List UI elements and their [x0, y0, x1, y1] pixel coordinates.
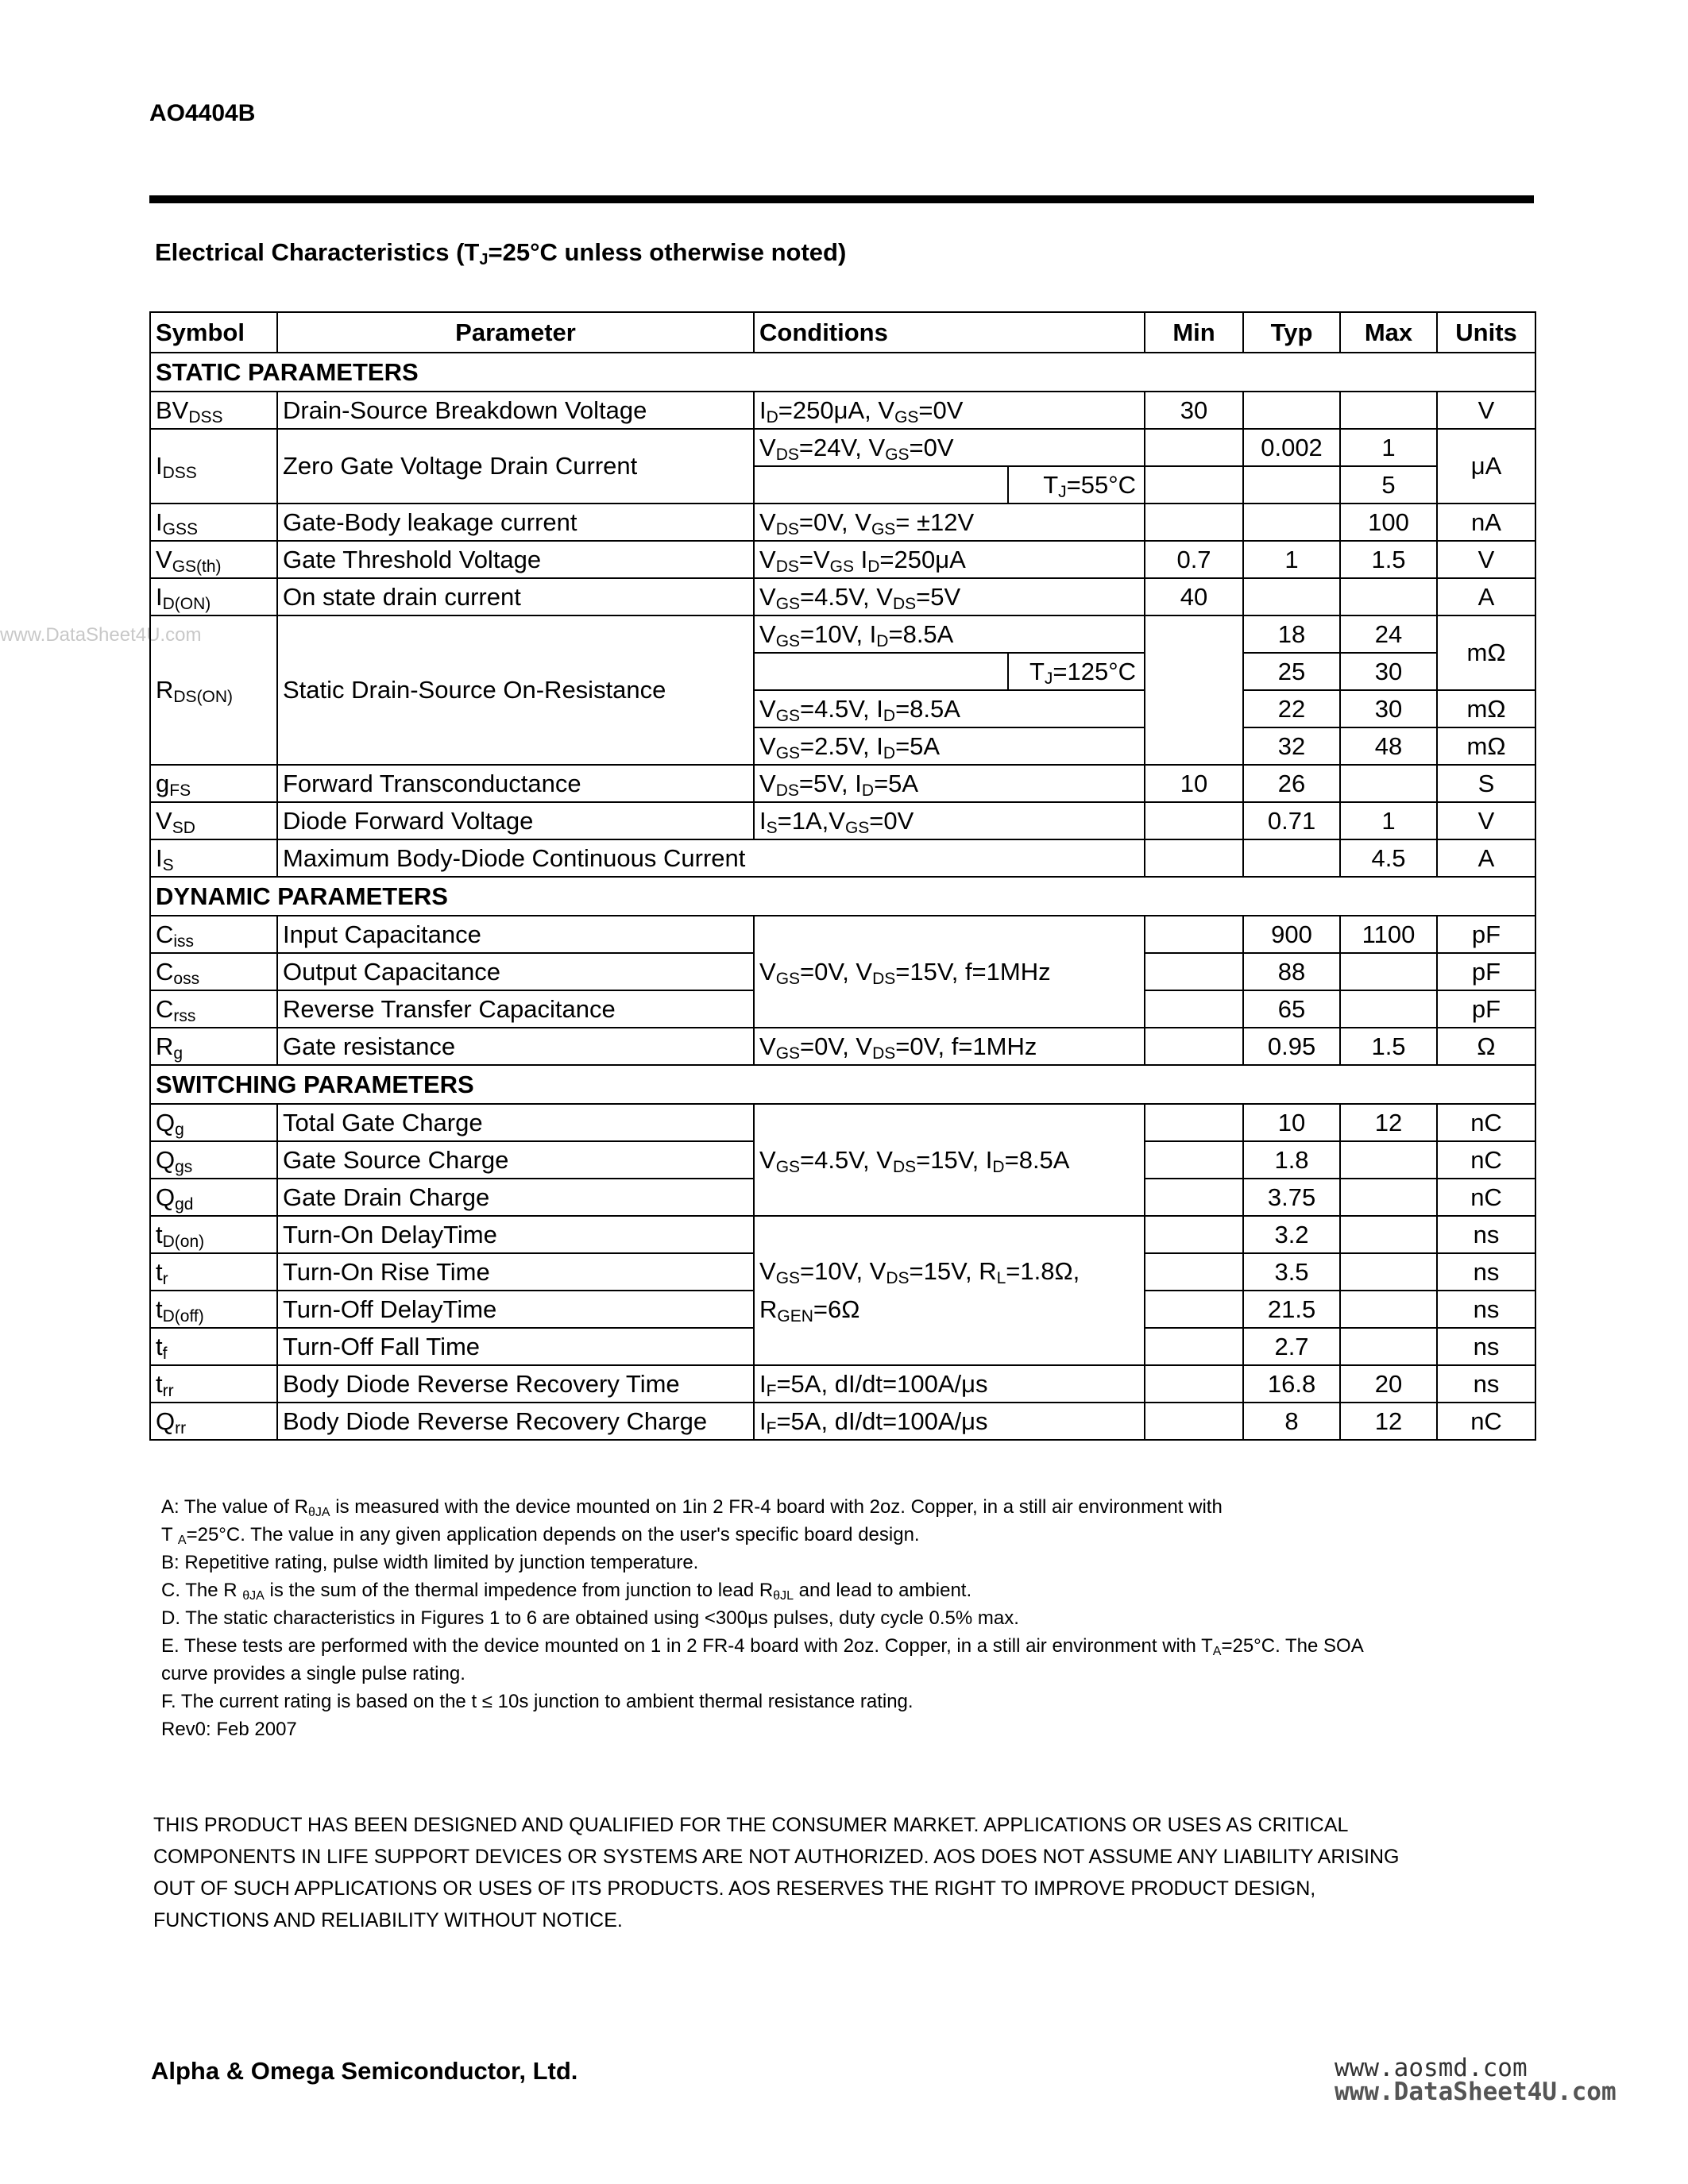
unit-cell: S	[1437, 765, 1535, 802]
max-cell	[1340, 1291, 1437, 1328]
symbol-cell: $I_{D(ON)}$	[150, 578, 277, 615]
note-e-cont: curve provides a single pulse rating.	[161, 1663, 465, 1684]
table-row	[150, 765, 1535, 802]
unit-cell: Ω	[1437, 1028, 1535, 1065]
min-cell	[1145, 504, 1243, 541]
max-cell: 1	[1340, 802, 1437, 839]
table-row	[150, 615, 1535, 653]
typ-cell: 900	[1243, 916, 1340, 953]
header-rule	[149, 195, 1534, 203]
min-cell	[1145, 1328, 1243, 1365]
table-header-row	[150, 312, 1535, 353]
max-cell: 1.5	[1340, 541, 1437, 578]
max-cell	[1340, 1141, 1437, 1179]
unit-cell: ns	[1437, 1216, 1535, 1253]
unit-cell: ns	[1437, 1328, 1535, 1365]
unit-cell: μA	[1437, 429, 1535, 504]
unit-cell: ns	[1437, 1365, 1535, 1403]
parameter-cell: On state drain current	[277, 578, 754, 615]
footnotes	[161, 1493, 1528, 1743]
parameter-cell: Total Gate Charge	[277, 1104, 754, 1141]
typ-cell: 1.8	[1243, 1141, 1340, 1179]
typ-cell	[1243, 504, 1340, 541]
unit-cell: V	[1437, 392, 1535, 429]
min-cell	[1145, 990, 1243, 1028]
note-c: C. The R $_{\theta JA}$ is the sum of the thermal impedence from junction to lead $R_{\theta JL}$ and lead to ambient.	[161, 1580, 972, 1603]
max-cell	[1340, 392, 1437, 429]
typ-cell: 18	[1243, 615, 1340, 653]
min-cell	[1145, 1365, 1243, 1403]
company-name: Alpha & Omega Semiconductor, Ltd.	[151, 2057, 578, 2085]
watermark-left: www.DataSheet4U.com	[0, 624, 202, 646]
min-cell	[1145, 615, 1243, 765]
symbol-cell: $Q_{gs}$	[150, 1141, 277, 1179]
parameter-cell: Turn-On DelayTime	[277, 1216, 754, 1253]
note-a: A: The value of $R_{\theta JA}$ is measured with the device mounted on 1in 2 FR-4 board with 2oz. Copper, in a still air environment with	[161, 1496, 1223, 1519]
table-row	[150, 1216, 1535, 1253]
typ-cell	[1243, 392, 1340, 429]
min-cell	[1145, 916, 1243, 953]
unit-cell: mΩ	[1437, 727, 1535, 765]
max-cell: 24	[1340, 615, 1437, 653]
disclaimer-line: THIS PRODUCT HAS BEEN DESIGNED AND QUALIFIED FOR THE CONSUMER MARKET. APPLICATIONS OR USES AS CRITICAL	[153, 1814, 1349, 1836]
parameter-cell: Input Capacitance	[277, 916, 754, 953]
unit-cell: pF	[1437, 953, 1535, 990]
revision: Rev0: Feb 2007	[161, 1719, 297, 1740]
max-cell	[1340, 578, 1437, 615]
watermark-right: www.DataSheet4U.com	[1335, 2078, 1617, 2106]
condition-cell: $I_F=5A$, dI/dt=100A/μs	[754, 1365, 1145, 1403]
typ-cell	[1243, 839, 1340, 877]
min-cell	[1145, 466, 1243, 504]
unit-cell: nC	[1437, 1104, 1535, 1141]
condition-cell: $V_{DS}=0V$, $V_{GS}= \pm 12V$	[754, 504, 1145, 541]
symbol-cell: $BV_{DSS}$	[150, 392, 277, 429]
table-row	[150, 578, 1535, 615]
condition-cell: $V_{GS}=10V$, $V_{DS}=15V$, $R_L=1.8\Omega$, $R_{GEN}=6\Omega$	[754, 1216, 1145, 1365]
table-row	[150, 1365, 1535, 1403]
unit-cell: nC	[1437, 1141, 1535, 1179]
parameter-cell: Gate resistance	[277, 1028, 754, 1065]
note-d: D. The static characteristics in Figures 1 to 6 are obtained using <300μs pulses, duty cycle 0.5% max.	[161, 1607, 1019, 1629]
max-cell: 30	[1340, 690, 1437, 727]
disclaimer-line: OUT OF SUCH APPLICATIONS OR USES OF ITS PRODUCTS. AOS RESERVES THE RIGHT TO IMPROVE PRODUCT DESIGN,	[153, 1877, 1316, 1900]
disclaimer	[153, 1809, 1551, 1936]
table-title: Electrical Characteristics ($T_J=25^\circ C$ unless otherwise noted)	[155, 238, 847, 268]
unit-cell: mΩ	[1437, 690, 1535, 727]
typ-cell	[1243, 578, 1340, 615]
min-cell	[1145, 839, 1243, 877]
condition-cell: $V_{DS}=V_{GS}$ $I_D=250\mu A$	[754, 541, 1145, 578]
col-parameter: Parameter	[277, 312, 754, 353]
symbol-cell: $I_{DSS}$	[150, 429, 277, 504]
part-number: AO4404B	[149, 100, 256, 126]
symbol-cell: $t_f$	[150, 1328, 277, 1365]
disclaimer-line: COMPONENTS IN LIFE SUPPORT DEVICES OR SYSTEMS ARE NOT AUTHORIZED. AOS DOES NOT ASSUME ANY LIABILITY ARISING	[153, 1846, 1400, 1868]
min-cell	[1145, 1253, 1243, 1291]
symbol-cell: $t_r$	[150, 1253, 277, 1291]
min-cell: 30	[1145, 392, 1243, 429]
unit-cell: pF	[1437, 916, 1535, 953]
table-row	[150, 1104, 1535, 1141]
unit-cell: A	[1437, 839, 1535, 877]
typ-cell: 25	[1243, 653, 1340, 690]
table-row	[150, 429, 1535, 466]
condition-cell: $V_{GS}=4.5V$, $V_{DS}=15V$, $I_D=8.5A$	[754, 1104, 1145, 1216]
col-units: Units	[1437, 312, 1535, 353]
symbol-cell: $R_{DS(ON)}$	[150, 615, 277, 765]
disclaimer-line: FUNCTIONS AND RELIABILITY WITHOUT NOTICE.	[153, 1909, 623, 1931]
electrical-characteristics-table	[149, 311, 1536, 1441]
unit-cell: mΩ	[1437, 615, 1535, 690]
max-cell: 4.5	[1340, 839, 1437, 877]
max-cell: 20	[1340, 1365, 1437, 1403]
condition-cell: $I_F=5A$, dI/dt=100A/μs	[754, 1403, 1145, 1440]
typ-cell: 8	[1243, 1403, 1340, 1440]
parameter-cell: Zero Gate Voltage Drain Current	[277, 429, 754, 504]
parameter-cell: Gate-Body leakage current	[277, 504, 754, 541]
table-row	[150, 1028, 1535, 1065]
col-symbol: Symbol	[150, 312, 277, 353]
max-cell: 12	[1340, 1104, 1437, 1141]
typ-cell: 10	[1243, 1104, 1340, 1141]
min-cell: 40	[1145, 578, 1243, 615]
table-row	[150, 541, 1535, 578]
unit-cell: V	[1437, 802, 1535, 839]
min-cell	[1145, 1216, 1243, 1253]
min-cell	[1145, 1179, 1243, 1216]
min-cell: 10	[1145, 765, 1243, 802]
symbol-cell: $t_{D(off)}$	[150, 1291, 277, 1328]
max-cell: 1	[1340, 429, 1437, 466]
col-min: Min	[1145, 312, 1243, 353]
typ-cell: 3.5	[1243, 1253, 1340, 1291]
typ-cell: 16.8	[1243, 1365, 1340, 1403]
parameter-cell: Maximum Body-Diode Continuous Current	[277, 839, 1145, 877]
condition-cell: $I_D=250\mu A$, $V_{GS}=0V$	[754, 392, 1145, 429]
min-cell	[1145, 1104, 1243, 1141]
typ-cell: 0.71	[1243, 802, 1340, 839]
typ-cell: 26	[1243, 765, 1340, 802]
max-cell	[1340, 765, 1437, 802]
parameter-cell: Static Drain-Source On-Resistance	[277, 615, 754, 765]
parameter-cell: Drain-Source Breakdown Voltage	[277, 392, 754, 429]
symbol-cell: $C_{oss}$	[150, 953, 277, 990]
col-typ: Typ	[1243, 312, 1340, 353]
max-cell	[1340, 953, 1437, 990]
note-e: E. These tests are performed with the device mounted on 1 in 2 FR-4 board with 2oz. Copper, in a still air environment with $T_A=25^\circ C$. The SOA	[161, 1635, 1364, 1658]
condition-cell	[754, 466, 1008, 504]
parameter-cell: Diode Forward Voltage	[277, 802, 754, 839]
symbol-cell: $Q_{gd}$	[150, 1179, 277, 1216]
unit-cell: ns	[1437, 1291, 1535, 1328]
typ-cell: 65	[1243, 990, 1340, 1028]
parameter-cell: Turn-Off DelayTime	[277, 1291, 754, 1328]
condition-cell	[754, 653, 1008, 690]
typ-cell: 2.7	[1243, 1328, 1340, 1365]
typ-cell	[1243, 466, 1340, 504]
symbol-cell: $Q_g$	[150, 1104, 277, 1141]
typ-cell: 1	[1243, 541, 1340, 578]
min-cell	[1145, 802, 1243, 839]
condition-tj-cell: $T_J=125^\circ C$	[1008, 653, 1145, 690]
parameter-cell: Reverse Transfer Capacitance	[277, 990, 754, 1028]
symbol-cell: $R_g$	[150, 1028, 277, 1065]
parameter-cell: Body Diode Reverse Recovery Charge	[277, 1403, 754, 1440]
min-cell: 0.7	[1145, 541, 1243, 578]
max-cell: 48	[1340, 727, 1437, 765]
max-cell: 5	[1340, 466, 1437, 504]
symbol-cell: $Q_{rr}$	[150, 1403, 277, 1440]
typ-cell: 22	[1243, 690, 1340, 727]
parameter-cell: Forward Transconductance	[277, 765, 754, 802]
condition-cell: $V_{GS}=10V$, $I_D=8.5A$	[754, 615, 1145, 653]
parameter-cell: Body Diode Reverse Recovery Time	[277, 1365, 754, 1403]
col-conditions: Conditions	[754, 312, 1145, 353]
col-max: Max	[1340, 312, 1437, 353]
symbol-cell: $C_{rss}$	[150, 990, 277, 1028]
min-cell	[1145, 1141, 1243, 1179]
parameter-cell: Output Capacitance	[277, 953, 754, 990]
condition-tj-cell: $T_J=55^\circ C$	[1008, 466, 1145, 504]
unit-cell: ns	[1437, 1253, 1535, 1291]
symbol-cell: $g_{FS}$	[150, 765, 277, 802]
parameter-cell: Gate Threshold Voltage	[277, 541, 754, 578]
min-cell	[1145, 953, 1243, 990]
table-row	[150, 504, 1535, 541]
condition-cell: $V_{GS}=4.5V$, $I_D=8.5A$	[754, 690, 1145, 727]
unit-cell: nA	[1437, 504, 1535, 541]
typ-cell: 0.002	[1243, 429, 1340, 466]
unit-cell: nC	[1437, 1403, 1535, 1440]
parameter-cell: Gate Source Charge	[277, 1141, 754, 1179]
min-cell	[1145, 1403, 1243, 1440]
typ-cell: 3.75	[1243, 1179, 1340, 1216]
condition-cell: $V_{GS}=4.5V$, $V_{DS}=5V$	[754, 578, 1145, 615]
typ-cell: 3.2	[1243, 1216, 1340, 1253]
max-cell	[1340, 1216, 1437, 1253]
table-row	[150, 802, 1535, 839]
condition-cell: $I_S=1A,V_{GS}=0V$	[754, 802, 1145, 839]
note-a-cont: T $_A$=25°C. The value in any given application depends on the user's specific board design.	[161, 1524, 920, 1547]
table-row	[150, 839, 1535, 877]
max-cell: 100	[1340, 504, 1437, 541]
unit-cell: A	[1437, 578, 1535, 615]
section-dynamic: DYNAMIC PARAMETERS	[150, 877, 1535, 916]
condition-cell: $V_{DS}=5V$, $I_D=5A$	[754, 765, 1145, 802]
parameter-cell: Turn-On Rise Time	[277, 1253, 754, 1291]
condition-cell: $V_{GS}=0V$, $V_{DS}=0V$, f=1MHz	[754, 1028, 1145, 1065]
max-cell: 1100	[1340, 916, 1437, 953]
condition-cell: $V_{GS}=0V$, $V_{DS}=15V$, f=1MHz	[754, 916, 1145, 1028]
parameter-cell: Gate Drain Charge	[277, 1179, 754, 1216]
condition-cell: $V_{DS}=24V$, $V_{GS}=0V$	[754, 429, 1145, 466]
table-row	[150, 392, 1535, 429]
typ-cell: 32	[1243, 727, 1340, 765]
typ-cell: 21.5	[1243, 1291, 1340, 1328]
max-cell: 30	[1340, 653, 1437, 690]
symbol-cell: $V_{GS(th)}$	[150, 541, 277, 578]
section-static: STATIC PARAMETERS	[150, 353, 1535, 392]
max-cell	[1340, 990, 1437, 1028]
min-cell	[1145, 429, 1243, 466]
typ-cell: 88	[1243, 953, 1340, 990]
unit-cell: V	[1437, 541, 1535, 578]
parameter-cell: Turn-Off Fall Time	[277, 1328, 754, 1365]
symbol-cell: $t_{rr}$	[150, 1365, 277, 1403]
symbol-cell: $C_{iss}$	[150, 916, 277, 953]
typ-cell: 0.95	[1243, 1028, 1340, 1065]
website-link[interactable]: www.aosmd.com	[1335, 2054, 1528, 2082]
max-cell: 1.5	[1340, 1028, 1437, 1065]
condition-cell: $V_{GS}=2.5V$, $I_D=5A$	[754, 727, 1145, 765]
symbol-cell: $V_{SD}$	[150, 802, 277, 839]
note-f: F. The current rating is based on the t ≤ 10s junction to ambient thermal resistance rating.	[161, 1691, 914, 1712]
symbol-cell: $I_{GSS}$	[150, 504, 277, 541]
unit-cell: nC	[1437, 1179, 1535, 1216]
max-cell	[1340, 1179, 1437, 1216]
note-b: B: Repetitive rating, pulse width limited by junction temperature.	[161, 1552, 699, 1573]
max-cell	[1340, 1328, 1437, 1365]
table-row	[150, 916, 1535, 953]
min-cell	[1145, 1291, 1243, 1328]
symbol-cell: $I_S$	[150, 839, 277, 877]
min-cell	[1145, 1028, 1243, 1065]
unit-cell: pF	[1437, 990, 1535, 1028]
max-cell	[1340, 1253, 1437, 1291]
max-cell: 12	[1340, 1403, 1437, 1440]
symbol-cell: $t_{D(on)}$	[150, 1216, 277, 1253]
table-row	[150, 1403, 1535, 1440]
section-switching: SWITCHING PARAMETERS	[150, 1065, 1535, 1104]
